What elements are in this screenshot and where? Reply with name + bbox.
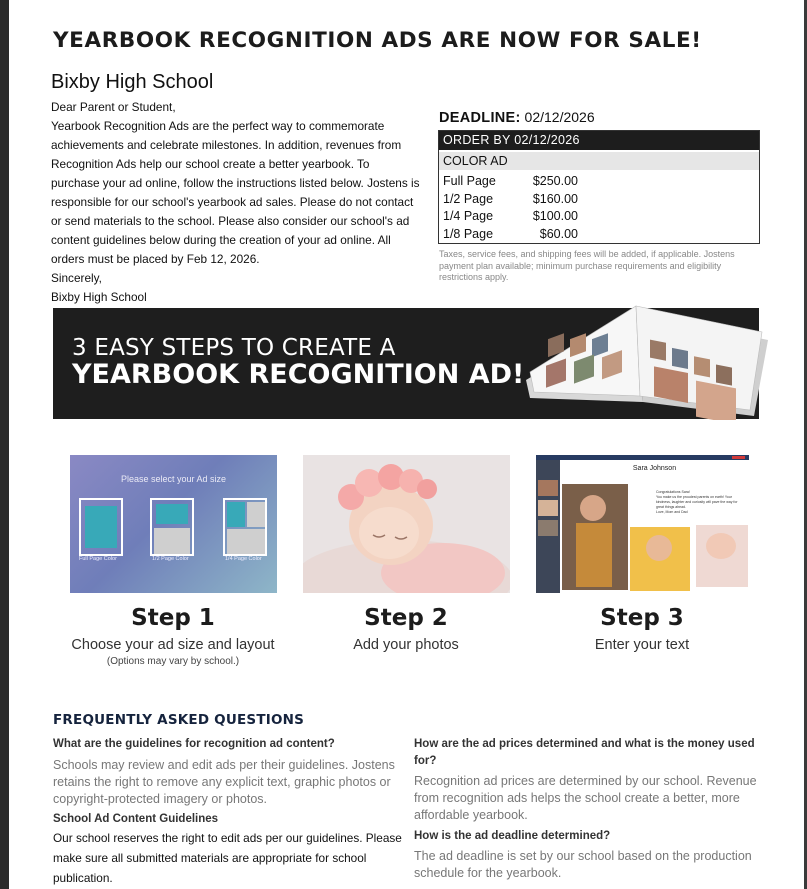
deadline-line [439, 109, 595, 126]
price-row-price: $160.00 [532, 191, 578, 206]
option-caption: 1/4 Page Color [225, 556, 262, 562]
baby-photo [303, 455, 510, 593]
step2-subtitle: Add your photos [353, 637, 459, 653]
banner-line-1: 3 EASY STEPS TO CREATE A [72, 335, 396, 361]
faq-answer: The ad deadline is set by our school based on the production schedule for the yearbook. [414, 849, 752, 880]
faq-question: What are the guidelines for recognition ad content? [53, 738, 335, 750]
banner-line-2: YEARBOOK RECOGNITION AD! [72, 359, 525, 390]
option-caption: Full Page Color [79, 556, 117, 562]
step1-note: (Options may vary by school.) [106, 656, 240, 667]
price-table-ad-type: COLOR AD [439, 152, 759, 170]
letter-greeting: Dear Parent or Student, [51, 100, 176, 114]
viewer-left-edge [0, 0, 9, 889]
price-row-size: Full Page [443, 174, 496, 188]
half-page-tile [150, 498, 194, 556]
quarter-page-tile [223, 498, 267, 556]
price-row [439, 191, 759, 209]
price-row [439, 208, 759, 226]
price-row-size: 1/4 Page [443, 209, 494, 223]
faq-question: How is the ad deadline determined? [414, 830, 611, 842]
guidelines-text: Our school reserves the right to edit ads per our guidelines. Please make sure all submitted materials are appropriate for school publication. [53, 831, 402, 885]
faq-heading: FREQUENTLY ASKED QUESTIONS [53, 712, 305, 728]
step3-title: Step 3 [600, 605, 684, 631]
flyer-page [9, 0, 804, 889]
step1-image [70, 455, 277, 593]
ad-name: Sara Johnson [632, 465, 677, 472]
option-caption: 1/2 Page Color [152, 556, 189, 562]
steps-banner [53, 308, 759, 419]
letter-closing: Sincerely, [51, 271, 102, 285]
faq-question: How are the ad prices determined and what is the money used for? [414, 738, 755, 767]
faq-answer: Schools may review and edit ads per their guidelines. Jostens retains the right to remove any explicit text, graphic photos or copyright-protected imagery or photos. [53, 758, 395, 806]
deadline-date: 02/12/2026 [524, 109, 595, 125]
ad-message-body: You make us the proudest parents on earth! Your kindness, laughter and curiosity will pave the way for great things ahead. [656, 495, 738, 509]
step3-subtitle: Enter your text [594, 637, 690, 653]
price-row-size: 1/8 Page [443, 226, 494, 241]
price-row-size: 1/2 Page [443, 191, 494, 206]
yearbook-image [518, 292, 773, 420]
page-headline: YEARBOOK RECOGNITION ADS ARE NOW FOR SALE! [53, 28, 702, 53]
intro-letter [51, 98, 421, 307]
pricing-note: Taxes, service fees, and shipping fees will be added, if applicable. Jostens payment plan available; minimum purchase requirements and eligibility restrictions apply. [439, 249, 735, 282]
step3-image [536, 455, 749, 593]
ad-message-heading: Congratulations Sara! [656, 490, 690, 494]
letter-body: Yearbook Recognition Ads are the perfect way to commemorate achievements and celebrate milestones. In addition, revenues from Recognition Ads help our school create a better yearbook. To purchase your ad online, follow the instructions listed below. Jostens is responsible for our school's yearbook ad sales. Please do not contact or send materials to the school. Please also consider our school's ad content guidelines below during the creation of your ad online. All orders must be placed by Feb 12, 2026. [51, 119, 420, 266]
faq-answer: Recognition ad prices are determined by our school. Revenue from recognition ads helps the school create a better, more affordable yearbook. [414, 774, 757, 822]
price-row [439, 173, 759, 191]
price-table [438, 130, 760, 244]
price-row-price: $250.00 [532, 174, 578, 188]
step1-subtitle: Choose your ad size and layout [71, 637, 275, 653]
letter-signature: Bixby High School [51, 290, 147, 304]
price-row-price: $100.00 [532, 209, 578, 223]
ad-message [656, 490, 744, 515]
ad-size-prompt: Please select your Ad size [120, 474, 227, 484]
guidelines-title: School Ad Content Guidelines [53, 813, 219, 825]
school-name: Bixby High School [51, 71, 214, 93]
step2-title: Step 2 [364, 605, 448, 631]
ad-message-sign: Love, Mom and Dad [656, 510, 688, 514]
step2-image [303, 455, 510, 593]
price-row [439, 226, 759, 244]
step1-title: Step 1 [131, 605, 215, 631]
price-row-price: $60.00 [539, 226, 578, 241]
full-page-tile [79, 498, 123, 556]
price-table-order-by: ORDER BY 02/12/2026 [439, 131, 759, 150]
deadline-label: DEADLINE: [439, 110, 521, 126]
